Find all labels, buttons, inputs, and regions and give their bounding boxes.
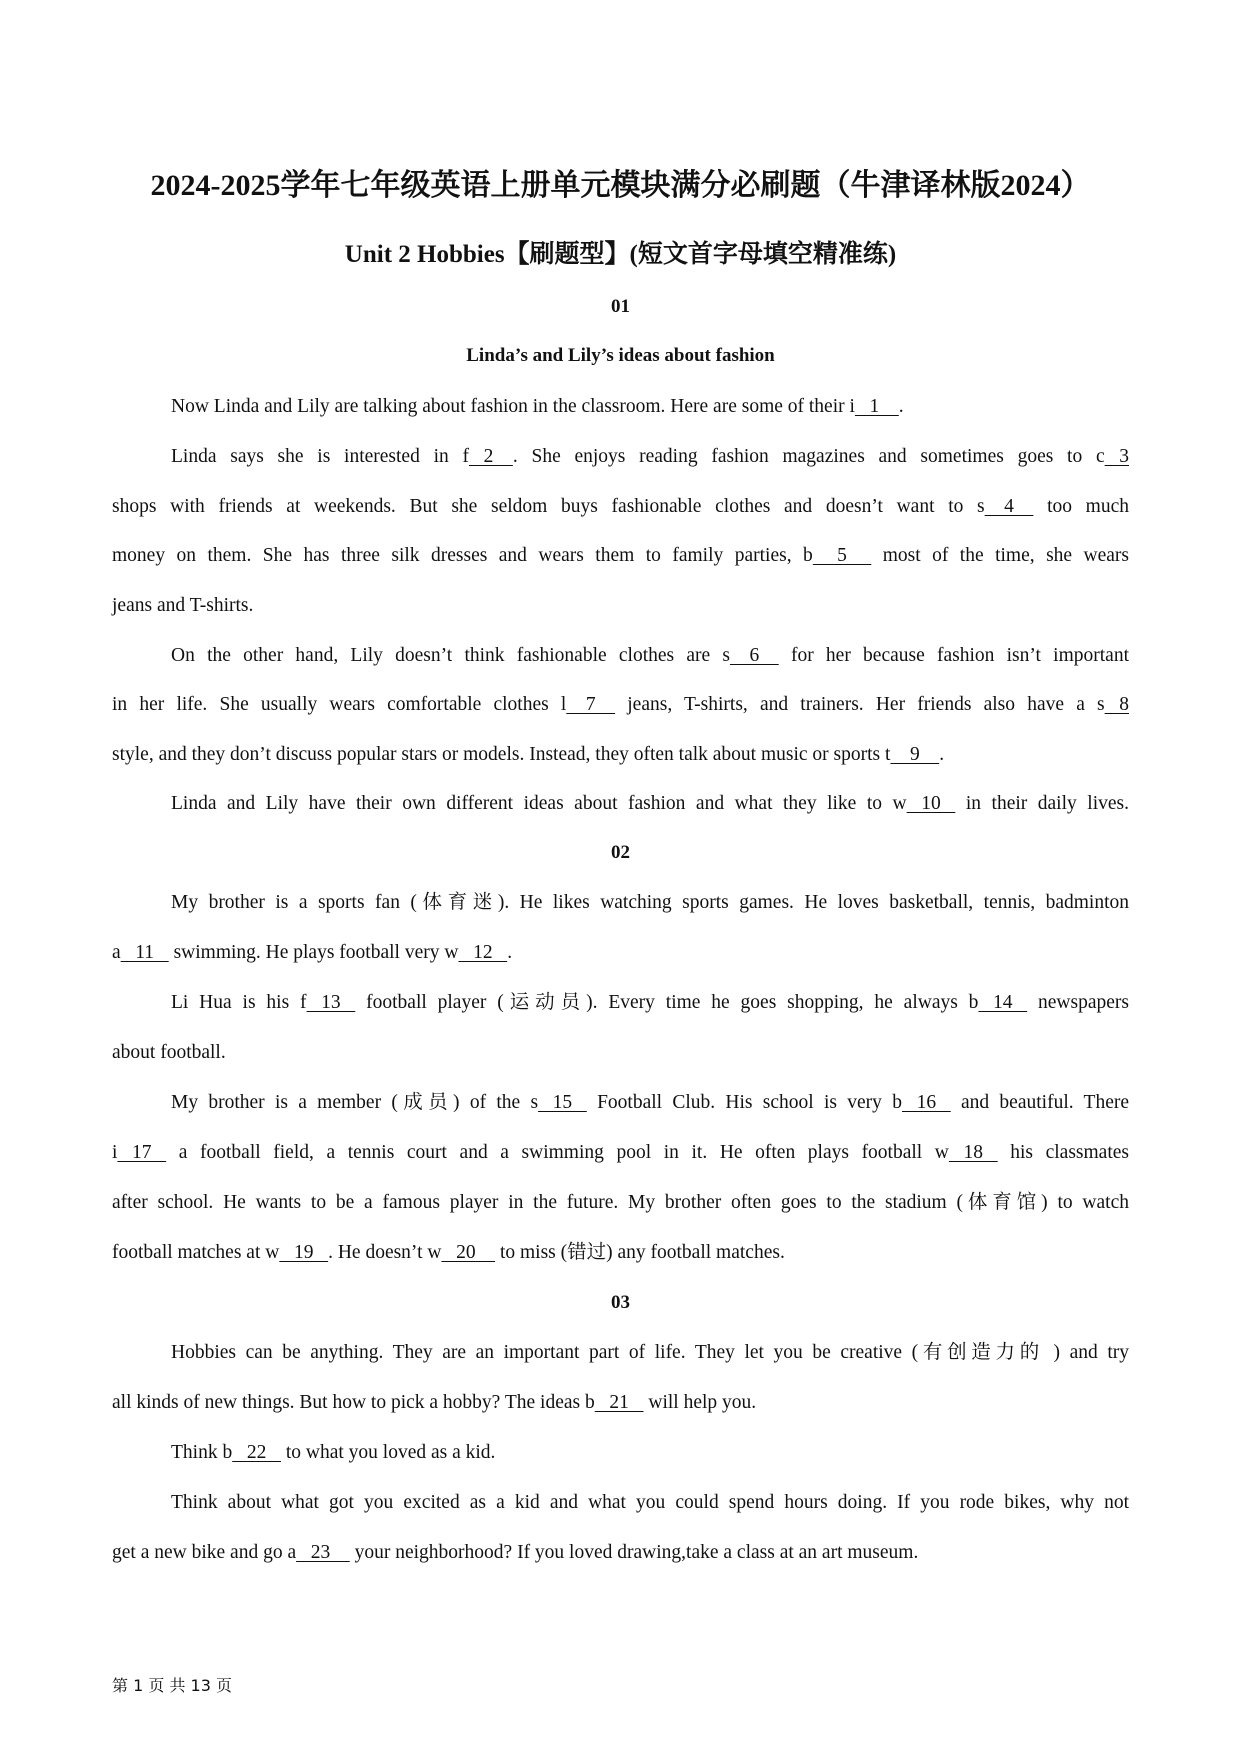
text-line <box>171 394 1129 420</box>
text-line <box>112 1540 1129 1566</box>
answer-blank: 4 <box>984 496 1034 517</box>
text-line <box>171 444 1129 470</box>
text-span: i <box>112 1142 118 1163</box>
text-line <box>112 692 1129 718</box>
text-span: his classmates <box>997 1142 1129 1163</box>
text-span: jeans, T-shirts, and trainers. Her friends also have a s <box>615 694 1105 715</box>
text-span: Football Club. His school is very b <box>586 1092 902 1113</box>
text-line <box>171 791 1129 817</box>
text-span: Li Hua is his f <box>171 992 307 1013</box>
text-span: will help you. <box>643 1392 757 1413</box>
text-span: . He doesn’t w <box>328 1242 442 1263</box>
text-span: On the other hand, Lily doesn’t think fashionable clothes are s <box>171 645 730 666</box>
answer-blank: 17 <box>117 1142 167 1163</box>
text-span: a <box>112 942 121 963</box>
text-line <box>112 1390 1129 1416</box>
text-span: to what you loved as a kid. <box>280 1442 496 1463</box>
text-span: Linda and Lily have their own different ideas about fashion and what they like to w <box>171 793 907 814</box>
text-span: . She enjoys reading fashion magazines and sometimes goes to c <box>512 446 1105 467</box>
answer-blank: 3 <box>1104 446 1129 467</box>
text-line <box>171 1440 1129 1466</box>
text-line <box>112 742 1129 768</box>
text-span: to miss (错过) any football matches. <box>495 1242 785 1263</box>
text-line: about football. <box>112 1042 226 1063</box>
text-span: in her life. She usually wears comfortable clothes l <box>112 694 567 715</box>
text-span: Think b <box>171 1442 233 1463</box>
section-heading: Linda’s and Lily’s ideas about fashion <box>466 345 775 366</box>
text-line <box>171 1090 1129 1116</box>
answer-blank: 8 <box>1104 694 1129 715</box>
answer-blank: 15 <box>538 1092 587 1113</box>
text-span: most of the time, she wears <box>871 545 1129 566</box>
text-line: Think about what got you excited as a kid and what you could spend hours doing. If you rode bikes, why not <box>171 1492 1129 1513</box>
text-line <box>112 1240 1129 1266</box>
text-line <box>171 990 1129 1016</box>
answer-blank: 19 <box>279 1242 329 1263</box>
answer-blank: 21 <box>594 1392 644 1413</box>
text-span: get a new bike and go a <box>112 1542 297 1563</box>
answer-blank: 7 <box>566 694 616 715</box>
answer-blank: 2 <box>468 446 513 467</box>
answer-blank: 14 <box>978 992 1028 1013</box>
text-span: Now Linda and Lily are talking about fashion in the classroom. Here are some of their i <box>171 396 855 417</box>
answer-blank: 13 <box>306 992 356 1013</box>
answer-blank: 6 <box>729 645 779 666</box>
text-span: football matches at w <box>112 1242 280 1263</box>
text-span: . <box>898 396 904 417</box>
text-span: . <box>939 744 945 765</box>
text-line <box>112 1140 1129 1166</box>
text-span: Linda says she is interested in f <box>171 446 469 467</box>
answer-blank: 10 <box>906 793 956 814</box>
text-line: My brother is a sports fan (体育迷). He likes watching sports games. He loves basketball, tennis, badminton <box>171 892 1129 913</box>
text-span: My brother is a member (成员) of the s <box>171 1092 539 1113</box>
text-span: all kinds of new things. But how to pick a hobby? The ideas b <box>112 1392 595 1413</box>
text-span: in their daily lives. <box>955 793 1129 814</box>
text-span: swimming. He plays football very w <box>168 942 459 963</box>
text-line: after school. He wants to be a famous player in the future. My brother often goes to the stadium (体育馆) to watch <box>112 1192 1129 1213</box>
answer-blank: 5 <box>812 545 872 566</box>
page-number-footer: 第 1 页 共 13 页 <box>112 1676 232 1695</box>
text-span: shops with friends at weekends. But she seldom buys fashionable clothes and doesn’t want to s <box>112 496 985 517</box>
text-span: a football field, a tennis court and a swimming pool in it. He often plays football w <box>166 1142 949 1163</box>
text-span: style, and they don’t discuss popular stars or models. Instead, they often talk about music or sports t <box>112 744 891 765</box>
text-line: jeans and T-shirts. <box>112 595 254 616</box>
text-line: Hobbies can be anything. They are an important part of life. They let you be creative (有创造力的 ) and try <box>171 1342 1129 1363</box>
answer-blank: 12 <box>458 942 508 963</box>
text-span: too much <box>1033 496 1129 517</box>
text-span: newspapers <box>1027 992 1129 1013</box>
section-number: 03 <box>611 1292 630 1313</box>
answer-blank: 11 <box>120 942 169 963</box>
text-span: for her because fashion isn’t important <box>778 645 1129 666</box>
text-line <box>112 543 1129 569</box>
answer-blank: 16 <box>901 1092 951 1113</box>
text-span: your neighborhood? If you loved drawing,take a class at an art museum. <box>349 1542 919 1563</box>
section-number: 02 <box>611 842 630 863</box>
text-span: football player (运动员). Every time he goes shopping, he always b <box>355 992 979 1013</box>
answer-blank: 20 <box>441 1242 496 1263</box>
document-subtitle: Unit 2 Hobbies【刷题型】(短文首字母填空精准练) <box>344 241 897 268</box>
document-title: 2024-2025学年七年级英语上册单元模块满分必刷题（牛津译林版2024） <box>150 169 1091 202</box>
section-number: 01 <box>611 296 630 317</box>
answer-blank: 18 <box>948 1142 998 1163</box>
answer-blank: 22 <box>232 1442 281 1463</box>
text-span: money on them. She has three silk dresses and wears them to family parties, b <box>112 545 813 566</box>
text-line <box>171 643 1129 669</box>
text-line <box>112 940 1129 966</box>
text-span: and beautiful. There <box>950 1092 1130 1113</box>
answer-blank: 9 <box>890 744 940 765</box>
text-line <box>112 494 1129 520</box>
text-span: . <box>507 942 513 963</box>
answer-blank: 23 <box>296 1542 350 1563</box>
answer-blank: 1 <box>854 396 899 417</box>
